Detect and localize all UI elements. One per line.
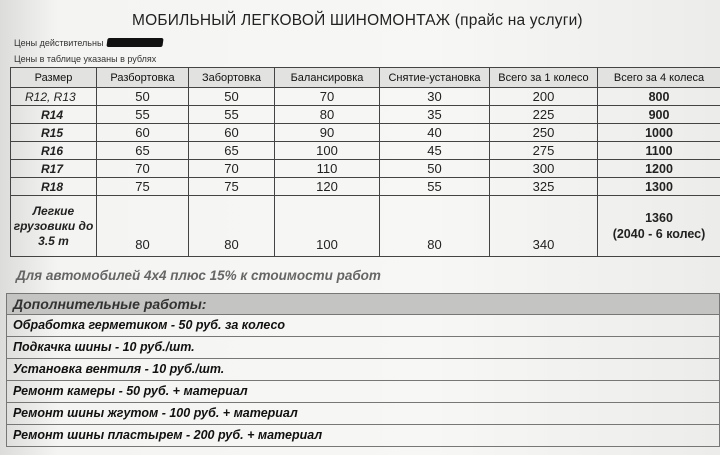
validity-label: Цены действительны [14,38,104,48]
price-cell: 55 [97,106,189,124]
table-row [11,142,720,160]
extra-service-item: Обработка герметиком - 50 руб. за колесо [6,315,720,337]
size-cell: R15 [11,124,97,142]
size-cell: R14 [11,106,97,124]
table-row [11,160,720,178]
price-cell: 65 [97,142,189,160]
extra-service-item: Ремонт камеры - 50 руб. + материал [6,381,720,403]
price-cell: 75 [189,178,275,196]
price-cell: 45 [380,142,490,160]
note-4x4: Для автомобилей 4х4 плюс 15% к стоимости работ [16,268,381,283]
price-cell: 60 [189,124,275,142]
column-header: Всего за 1 колесо [490,68,598,88]
column-header: Балансировка [275,68,380,88]
size-cell: R18 [11,178,97,196]
price-cell: 110 [275,160,380,178]
price-cell: 70 [275,88,380,106]
validity-line [14,38,163,48]
column-header: Размер [11,68,97,88]
price-cell: 100 [275,196,380,257]
price-cell: 200 [490,88,598,106]
extra-service-item: Ремонт шины жгутом - 100 руб. + материал [6,403,720,425]
price-cell: 50 [189,88,275,106]
price-cell: 300 [490,160,598,178]
extra-service-item: Подкачка шины - 10 руб./шт. [6,337,720,359]
price-cell: 50 [97,88,189,106]
total4-cell: 1200 [598,160,720,178]
price-cell: 35 [380,106,490,124]
extra-services [6,293,720,447]
price-cell: 70 [189,160,275,178]
table-row [11,178,720,196]
extra-service-item: Установка вентиля - 10 руб./шт. [6,359,720,381]
price-cell: 65 [189,142,275,160]
size-cell: R17 [11,160,97,178]
price-cell: 30 [380,88,490,106]
size-cell: R12, R13 [11,88,97,106]
column-header: Забортовка [189,68,275,88]
page-title: МОБИЛЬНЫЙ ЛЕГКОВОЙ ШИНОМОНТАЖ (прайс на услуги) [132,12,583,29]
price-cell: 80 [275,106,380,124]
price-cell: 120 [275,178,380,196]
extra-service-item: Ремонт шины пластырем - 200 руб. + материал [6,425,720,447]
total4-cell: 1300 [598,178,720,196]
price-cell: 55 [380,178,490,196]
total4-cell: 900 [598,106,720,124]
price-cell: 80 [380,196,490,257]
price-cell: 90 [275,124,380,142]
total4-six-wheels: (2040 - 6 колес) [612,227,706,241]
size-cell-trucks: Легкие грузовики до 3.5 т [11,196,97,257]
price-cell: 325 [490,178,598,196]
price-cell: 100 [275,142,380,160]
total4-cell: 1000 [598,124,720,142]
price-cell: 50 [380,160,490,178]
table-row [11,124,720,142]
price-cell: 80 [189,196,275,257]
price-cell: 250 [490,124,598,142]
price-cell: 60 [97,124,189,142]
size-cell: R16 [11,142,97,160]
column-header: Разбортовка [97,68,189,88]
currency-note: Цены в таблице указаны в рублях [14,54,157,64]
price-cell: 55 [189,106,275,124]
total4-cell-trucks [598,196,720,257]
extras-heading: Дополнительные работы: [6,293,720,315]
redacted-date [107,38,164,47]
price-cell: 275 [490,142,598,160]
price-cell: 340 [490,196,598,257]
table-header-row [11,68,720,88]
total4-cell: 800 [598,88,720,106]
price-cell: 75 [97,178,189,196]
total4-cell: 1100 [598,142,720,160]
column-header: Снятие-установка [380,68,490,88]
price-table [10,67,720,257]
price-cell: 40 [380,124,490,142]
price-cell: 70 [97,160,189,178]
table-row-trucks [11,196,720,257]
column-header: Всего за 4 колеса [598,68,720,88]
price-cell: 225 [490,106,598,124]
total4-value: 1360 [645,211,673,225]
price-cell: 80 [97,196,189,257]
table-row [11,106,720,124]
table-row [11,88,720,106]
